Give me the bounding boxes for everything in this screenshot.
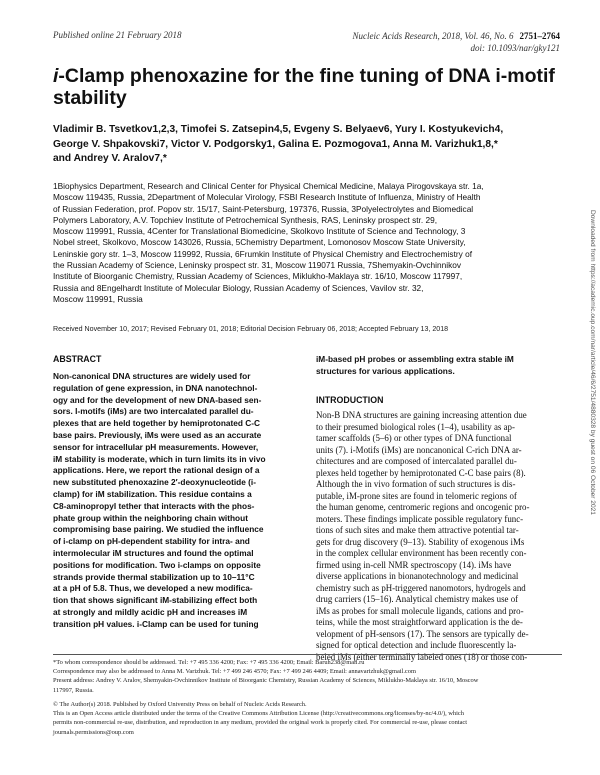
article-title bbox=[53, 65, 563, 109]
page-range: 2751–2764 bbox=[519, 31, 560, 41]
affiliation-line: Leninskie gory str. 1–3, Moscow 119992, Russia, 6Frumkin Institute of Physical Chemistry and Electrochemistry of bbox=[53, 248, 473, 259]
abstract-line: structures for various applications. bbox=[316, 365, 455, 376]
copyright-notice bbox=[53, 700, 563, 737]
abstract-line: positions for modification. Two i-clamps on opposite bbox=[53, 559, 261, 570]
affiliation-line: 1Biophysics Department, Research and Clinical Center for Physical Chemical Medicine, Malaya Pirogovskaya str. 1a, bbox=[53, 181, 484, 191]
affiliation-line: Russia and 8Engelhardt Institute of Molecular Biology, Russian Academy of Sciences, Vavilov str. 32, bbox=[53, 282, 424, 293]
doi[interactable]: doi: 10.1093/nar/gky121 bbox=[470, 43, 560, 53]
affiliation-line: Moscow 119991, Russia bbox=[53, 293, 143, 304]
intro-line: signed for optical detection and include fluorescently la- bbox=[316, 640, 517, 650]
journal-name: Nucleic Acids Research, 2018, Vol. 46, No. 6 bbox=[352, 31, 514, 41]
affiliation-line: Moscow 119435, Russia, 2Department of Molecular Virology, FSBI Research Institute of Influenza, Ministry of Health bbox=[53, 192, 481, 203]
abstract-line: intermolecular iM structures and found the optimal bbox=[53, 547, 254, 558]
footnotes bbox=[53, 658, 563, 695]
author-line: George V. Shpakovski7, Victor V. Podgorsky1, Galina E. Pozmogova1, Anna M. Varizhuk1,8,* bbox=[53, 138, 498, 150]
title-prefix: i bbox=[53, 65, 59, 87]
abstract-line: transition pH values. i-Clamp can be used for tuning bbox=[53, 618, 259, 629]
intro-line: diverse applications in bionanotechnology and medicinal bbox=[316, 571, 519, 581]
published-date: Published online 21 February 2018 bbox=[53, 30, 182, 40]
copyright-line: This is an Open Access article distributed under the terms of the Creative Commons Attribution License (http://creativecommons.org/licenses/by-nc/4.0/), which bbox=[53, 710, 464, 718]
abstract-line: Non-canonical DNA structures are widely used for bbox=[53, 371, 251, 381]
intro-line: tions of such sites and make them attractive potential tar- bbox=[316, 525, 519, 535]
abstract-line: iM-based pH probes or assembling extra stable iM bbox=[316, 354, 514, 364]
abstract-line: at a pH of 5.8. Thus, we developed a new modifica- bbox=[53, 583, 253, 594]
abstract-line: tion that shows significant iM-stabilizing effect both bbox=[53, 595, 258, 606]
abstract-line: compromising base pairing. We studied the influence bbox=[53, 524, 264, 535]
abstract-line: phate group within the neighboring chain without bbox=[53, 512, 248, 523]
intro-line: gets for drug discovery (9–13). Stability of exogenous iMs bbox=[316, 536, 525, 547]
abstract-line: sors. I-motifs (iMs) are two intercalated parallel du- bbox=[53, 406, 254, 417]
affiliation-line: Moscow 119991, Russia, 4Center for Translational Biomedicine, Skolkovo Institute of Science and Technology, 3 bbox=[53, 226, 466, 237]
title-text: -Clamp phenoxazine for the fine tuning of DNA i-motif stability bbox=[53, 65, 555, 109]
footnote-line: *To whom correspondence should be addressed. Tel: +7 495 336 4200; Fax: +7 495 336 4200; Email: Baruh238@mail.ru bbox=[53, 659, 365, 666]
download-watermark bbox=[587, 210, 597, 600]
abstract-line: of i-clamp on pH-dependent stability for intra- and bbox=[53, 536, 250, 547]
intro-line: putable, iM-prone sites are found in telomeric regions of bbox=[316, 490, 517, 501]
intro-line: drug carriers (15–16). Analytical chemistry makes use of bbox=[316, 594, 519, 604]
affiliation-line: Polymers Laboratory, A.V. Topchiev Institute of Petrochemical Synthesis, RAS, Leninsky prospect str. 29, bbox=[53, 214, 437, 225]
intro-line: tamer scaffolds (5–6) or other types of DNA functional bbox=[316, 433, 512, 443]
abstract-line: iM stability is moderate, which in turn limits its in vivo bbox=[53, 453, 266, 464]
intro-line: iMs as probes for small molecule ligands, cations and pro- bbox=[316, 605, 524, 616]
abstract-line: regulation of gene expression, in DNA nanotechnol- bbox=[53, 382, 258, 393]
intro-line: chitectures and are composed of intercalated parallel du- bbox=[316, 456, 517, 466]
copyright-line: © The Author(s) 2018. Published by Oxford University Press on behalf of Nucleic Acids Research. bbox=[53, 701, 307, 708]
author-list bbox=[53, 123, 568, 167]
intro-line: moters. These findings implicate possible regulatory func- bbox=[316, 513, 524, 524]
intro-line: to their presumed biological roles (1–4), usability as ap- bbox=[316, 421, 515, 432]
abstract-line: new substituted phenoxazine 2′-deoxynucleotide (i- bbox=[53, 477, 256, 488]
affiliation-line: of Russian Federation, prof. Popov str. 15/17, Saint-Petersburg, 197376, Russia, 3Polyelectrolytes and Biomedical bbox=[53, 203, 474, 214]
abstract-line: ogy and for the development of new DNA-based sen- bbox=[53, 394, 262, 405]
intro-line: teins, while the most straightforward application is the de- bbox=[316, 617, 523, 627]
abstract-line: C8-aminopropyl tether that interacts with the phos- bbox=[53, 500, 255, 511]
abstract-line: strands provide thermal stabilization up to 10–11°C bbox=[53, 571, 255, 582]
received-dates: Received November 10, 2017; Revised February 01, 2018; Editorial Decision February 06, 2018; Accepted February 13, 2018 bbox=[53, 325, 449, 333]
author-line: and Andrey V. Aralov7,* bbox=[53, 153, 167, 164]
intro-line: beled iMs (either terminally labeled ones (18) or those con- bbox=[316, 651, 528, 662]
footnote-divider bbox=[53, 654, 562, 655]
journal-info bbox=[300, 30, 560, 54]
affiliation-line: Institute of Bioorganic Chemistry, Russian Academy of Sciences, Miklukho-Maklaya str. 16/10, Moscow 117997, bbox=[53, 271, 463, 282]
abstract-line: applications. Here, we report the rational design of a bbox=[53, 465, 260, 476]
abstract-line: clamp) for iM stabilization. This residue contains a bbox=[53, 488, 252, 499]
copyright-line: journals.permissions@oup.com bbox=[53, 728, 134, 736]
abstract-heading: ABSTRACT bbox=[53, 354, 102, 364]
abstract-line: sensor for intracellular pH measurements. However, bbox=[53, 441, 259, 452]
abstract-line: at strongly and mildly acidic pH and increases iM bbox=[53, 606, 248, 617]
abstract-line: plexes that are held together by hemiprotonated C-C bbox=[53, 418, 260, 429]
intro-line: Non-B DNA structures are gaining increasing attention due bbox=[316, 410, 527, 420]
intro-line: the human genome, centromeric regions and oncogenic pro- bbox=[316, 502, 530, 512]
intro-line: velopment of pH-sensors (17). The sensors are typically de- bbox=[316, 628, 529, 639]
footnote-line: Present address: Andrey V. Aralov, Shemyakin-Ovchinnikov Institute of Bioorganic Chemistry, Russian Academy of Sciences, Miklukho-Maklaya str. 16/10, Moscow bbox=[53, 677, 479, 685]
affiliation-line: Nobel street, Skolkovo, Moscow 143026, Russia, 5Chemistry Department, Lomonosov Moscow State University, bbox=[53, 237, 466, 248]
intro-line: firmed using in-cell NMR spectroscopy (14). iMs have bbox=[316, 559, 512, 570]
footnote-line: Correspondence may also be addressed to Anna M. Varizhuk. Tel: +7 499 246 4570; Fax: +7 499 246 4409; Email: annavarizhuk@gmail.com bbox=[53, 668, 416, 676]
introduction-body bbox=[316, 410, 562, 663]
copyright-line: permits non-commercial re-use, distribution, and reproduction in any medium, provided the original work is properly cited. For commercial re-use, please contact bbox=[53, 719, 468, 727]
author-line: Vladimir B. Tsvetkov1,2,3, Timofei S. Zatsepin4,5, Evgeny S. Belyaev6, Yury I. Kostyukevich4, bbox=[53, 124, 504, 135]
affiliation-line: the Russian Academy of Science, Leninsky prospect str. 31, Moscow 119071 Russia, 7Shemyakin-Ovchinnikov bbox=[53, 260, 461, 271]
intro-line: plexes held together by hemiprotonated C-C base pairs (8). bbox=[316, 467, 526, 478]
intro-line: in the complex cellular environment has been recently con- bbox=[316, 548, 527, 558]
intro-line: Although the in vivo formation of such structures is dis- bbox=[316, 479, 516, 489]
intro-line: chemistry such as pH-triggered nanomotors, hydrogels and bbox=[316, 582, 526, 593]
intro-line: units (7). i-Motifs (iMs) are noncanonical C-rich DNA ar- bbox=[316, 444, 522, 455]
affiliations bbox=[53, 181, 563, 305]
abstract-line: base pairs. Previously, iMs were used as an accurate bbox=[53, 429, 262, 440]
introduction-heading: INTRODUCTION bbox=[316, 395, 384, 405]
footnote-line: 117997, Russia. bbox=[53, 686, 94, 694]
journal-citation bbox=[300, 30, 560, 42]
abstract-body bbox=[53, 371, 305, 631]
download-watermark-text: Downloaded from https://academic.oup.com/nar/article/46/6/2751/4880328 by guest on 06 October 2021 bbox=[589, 210, 596, 515]
abstract-continued bbox=[316, 354, 562, 378]
